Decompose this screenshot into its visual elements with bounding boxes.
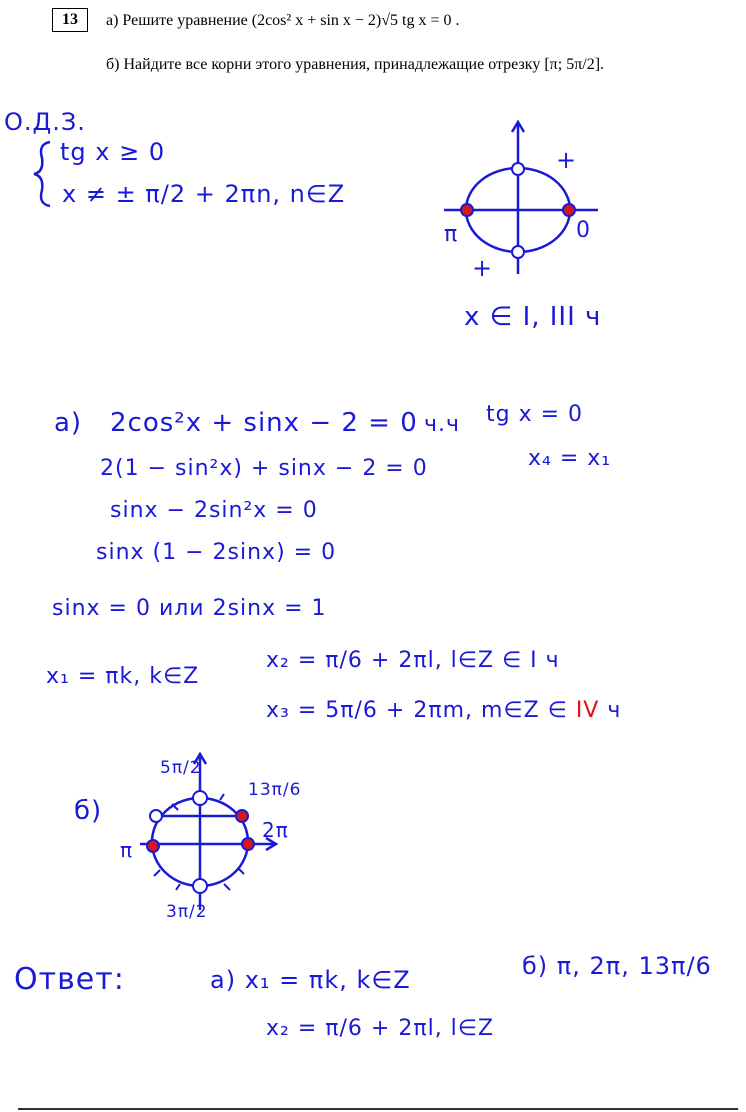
part-a-label: а) [54,408,83,438]
answer-part-a: а) x₁ = πk, k∈Z [210,966,411,994]
side-equation-2: x₄ = x₁ [528,446,612,471]
circle1-label-pi: π [444,222,459,247]
system-brace [30,138,56,210]
answer-part-b: б) π, 2π, 13π/6 [522,952,712,980]
side-label: ч.ч [424,412,460,437]
task-number: 13 [52,8,88,32]
odz-condition-1: tg x ≥ 0 [60,138,166,166]
root-x3-quarter: IV [575,698,600,723]
equation-3: sinx − 2sin²x = 0 [110,498,318,523]
root-x2: x₂ = π/6 + 2πl, l∈Z ∈ I ч [266,648,560,673]
root-x3-tail: ч [607,698,622,723]
equation-2: 2(1 − sin²x) + sinx − 2 = 0 [100,456,428,481]
unit-circle-1 [440,118,600,278]
circle2-label-13pi6: 13π/6 [248,780,302,800]
root-x3 [266,698,621,723]
circle1-conclusion: x ∈ I, III ч [464,302,602,332]
odz-label: О.Д.З. [4,108,86,136]
equation-1: 2cos²x + sinx − 2 = 0 [110,408,418,438]
equation-5: sinx = 0 или 2sinx = 1 [52,596,327,621]
circle1-plus-bottom: + [472,254,494,282]
task-part-b: б) Найдите все корни этого уравнения, принадлежащие отрезку [π; 5π/2]. [106,56,605,73]
answer-label: Ответ: [14,962,125,997]
answer-part-a-2: x₂ = π/6 + 2πl, l∈Z [266,1016,495,1041]
circle2-label-2pi: 2π [262,818,289,842]
task-part-a: а) Решите уравнение (2cos² x + sin x − 2)√5 tg x = 0 . [106,12,460,29]
part-b-label: б) [74,796,103,826]
circle2-label-5pi2: 5π/2 [160,758,202,778]
circle2-label-pi: π [120,838,134,862]
circle2-label-3pi2: 3π/2 [166,902,208,922]
circle1-plus-top: + [556,146,578,174]
equation-4: sinx (1 − 2sinx) = 0 [96,540,337,565]
root-x3-main: x₃ = 5π/6 + 2πm, m∈Z ∈ [266,698,568,723]
side-equation-1: tg x = 0 [486,402,584,427]
root-x1: x₁ = πk, k∈Z [46,664,200,689]
bottom-divider [18,1108,738,1110]
odz-condition-2: x ≠ ± π/2 + 2πn, n∈Z [62,180,346,208]
circle1-label-zero: 0 [576,218,591,243]
